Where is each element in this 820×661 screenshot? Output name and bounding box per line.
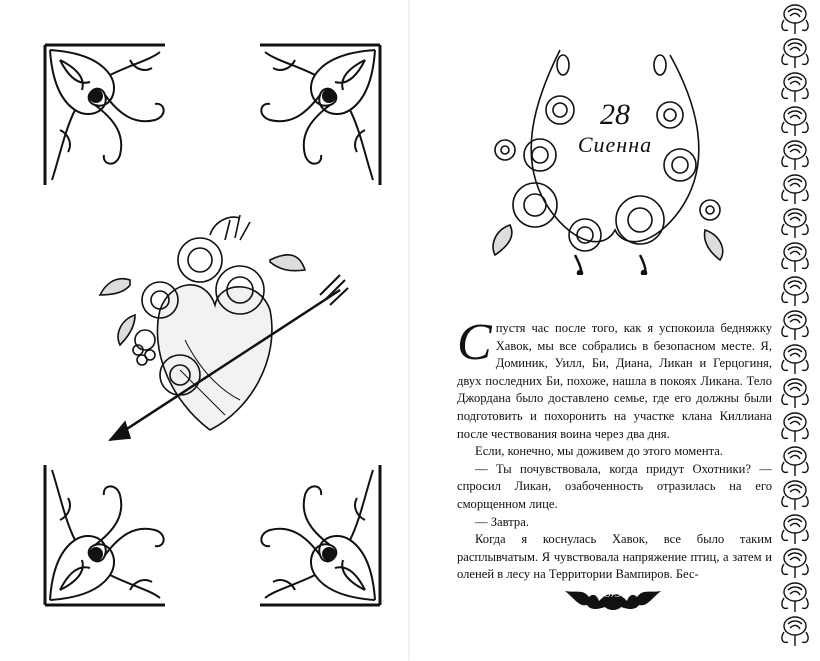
paragraph: — Завтра. xyxy=(475,514,529,529)
paragraph-text: пустя час после того, как я успокоила бедняжку Хавок, мы все собрались в безопасном месте. Я, Доминик, Уилл, Би, Диана, Ликан и Герцогиня, двух последних Би, похоже, нашла в покоях Ликана. Тело Джордана было доставлено семье, где его должны были подготовить и похоронить на участке клана Киллиана после чествования воина через два дня. xyxy=(457,321,772,441)
rose-chain-icon xyxy=(770,0,820,661)
floral-heart-arrow-icon xyxy=(90,200,350,450)
paragraph: — Ты почувствовала, когда придут Охотники? — спросил Ликан, озабоченность отразилась на его сморщенном лице. xyxy=(457,461,772,511)
paragraph: Когда я коснулась Хавок, все было таким расплывчатым. Я чувствовала напряжение птиц, а затем и оленей в лесу на Территории Вампиров. Бес- xyxy=(457,532,772,582)
baroque-corner-icon xyxy=(255,40,385,190)
chapter-body xyxy=(457,314,772,584)
baroque-corner-icon xyxy=(40,460,170,610)
paragraph: Если, конечно, мы доживем до этого момента. xyxy=(475,444,723,459)
paragraph xyxy=(457,314,772,443)
chapter-title: Сиенна xyxy=(577,132,653,157)
chapter-number: 28 xyxy=(600,98,630,131)
baroque-corner-icon xyxy=(40,40,170,190)
baroque-corner-icon xyxy=(255,460,385,610)
page-number: 373 xyxy=(605,589,621,600)
right-page xyxy=(410,0,820,661)
drop-cap: С xyxy=(457,314,492,371)
